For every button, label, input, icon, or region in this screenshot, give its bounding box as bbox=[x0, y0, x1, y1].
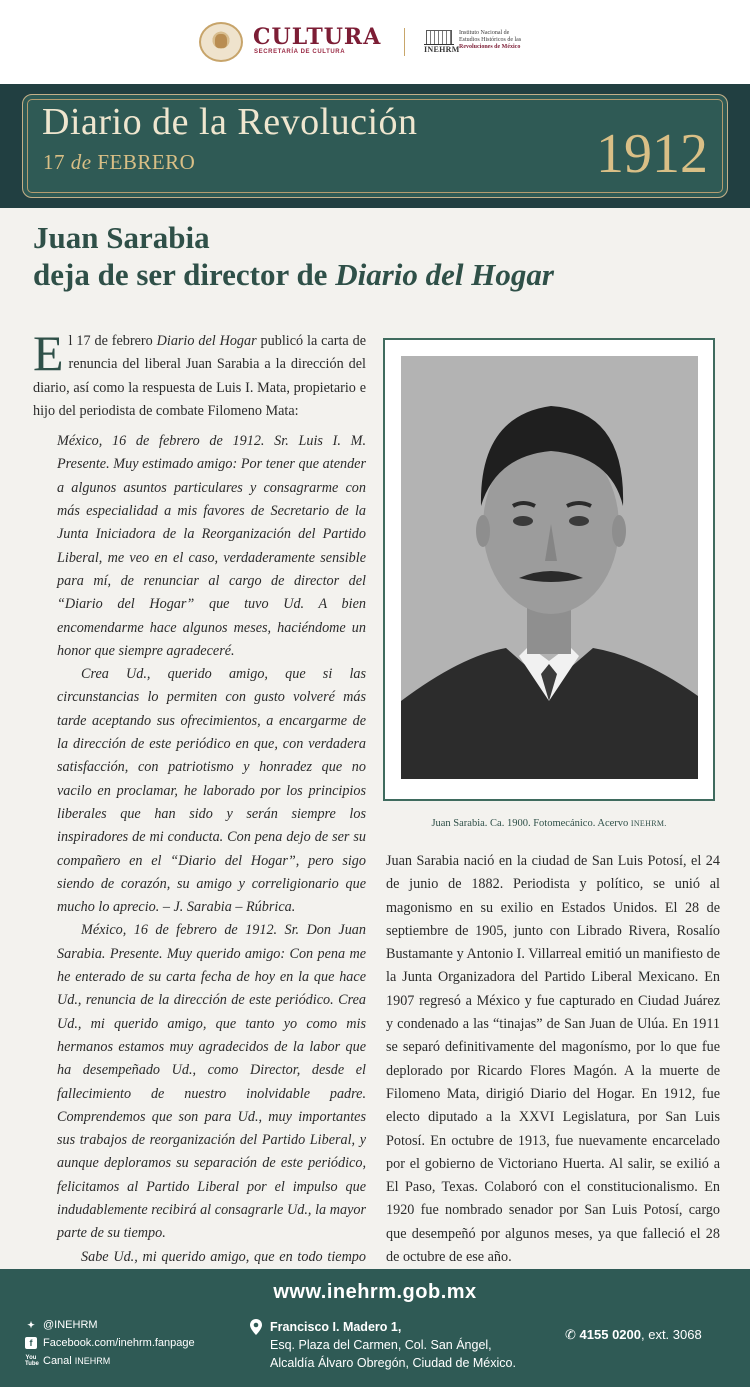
inehrm-line-2: Estudios Históricos de las bbox=[459, 37, 522, 43]
phone-main: 4155 0200 bbox=[579, 1327, 641, 1342]
inehrm-full-name bbox=[459, 30, 521, 51]
social-links bbox=[25, 1316, 195, 1370]
youtube-channel bbox=[43, 1352, 110, 1370]
facebook-url: Facebook.com/inehrm.fanpage bbox=[43, 1337, 195, 1349]
header-logos bbox=[0, 0, 750, 84]
twitter-link[interactable] bbox=[25, 1316, 195, 1334]
inehrm-logo bbox=[424, 28, 460, 54]
twitter-handle: @INEHRM bbox=[43, 1319, 98, 1331]
phone-extension: , ext. 3068 bbox=[640, 1327, 702, 1342]
date-de: de bbox=[70, 150, 92, 174]
logo-divider bbox=[404, 28, 405, 56]
letter-paragraph-4: Sabe Ud., mi querido amigo, que en todo tiempo bbox=[81, 1248, 366, 1265]
headline-line-2 bbox=[33, 256, 723, 293]
biography-text: Juan Sarabia nació en la ciudad de San Luis Potosí, el 24 de junio de 1882. Periodista y político, se unió al magonismo en su exilio en Estados Unidos. El 28 de septiembre de 1905, junto con Librado Rivera, Rosalío Bustamante y Antonio I. Villarreal emitió un manifiesto de la Junta Organizadora del Partido Liberal Mexicano. En 1907 regresó a México y fue capturado en Ciudad Juárez y condenado a las “tinajas” de San Juan de Ulúa. En 1911 se separó definitivamente del magonísmo, por lo que fue deplorado por Ricardo Flores Magón. A la muerte de Filomeno Mata, dirigió Diario del Hogar. En 1912, fue electo diputado a la XXVI Legislatura, por San Luis Potosí. En octubre de 1913, fue nuevamente encarcelado por el gobierno de Victoriano Huerta. Al salir, se exilió a El Paso, Texas. Colaboró con el constitucionalismo. En 1920 fue nombrado senador por San Luis Potosí, cargo que desempeñó por algunos meses, ya que falleció el 28 de octubre de ese año. bbox=[386, 853, 720, 1266]
intro-newspaper-name: Diario del Hogar bbox=[156, 333, 257, 349]
letter-paragraph-2: Crea Ud., querido amigo, que si las circunstancias lo permiten con gusto volveré más tarde aceptando sus ofrecimientos, a encargarme de la dirección de este periódico en que, con verdadera satisfacción, con patriotismo y honradez que no vacilo en proclamar, he laborado por los principios liberales que han sido y serán siempre los inspiradores de mi conducta. Con pena dejo de ser su compañero en el “Diario del Hogar”, pero sigo siendo de corazón, su amigo y correligionario que mucho lo aprecio. – J. Sarabia – Rúbrica. bbox=[57, 666, 366, 916]
portrait-illustration bbox=[401, 356, 698, 779]
youtube-icon: You Tube bbox=[25, 1355, 39, 1367]
letter-paragraph-1: México, 16 de febrero de 1912. Sr. Luis I. M. Presente. Muy estimado amigo: Por tener que atender a algunos asuntos particulares y consagrarme con más especialidad a mis favores de Secretario de la Junta Iniciadora de la Reorganización del Partido Liberal, me veo en el caso, verdaderamente sensible para mí, de renunciar al cargo de director del “Diario del Hogar” que tuvo Ud. A bien encomendarme hace algunos meses, haciéndome un honor que siempre agradeceré. bbox=[57, 433, 366, 659]
date-day: 17 bbox=[43, 150, 65, 174]
website-link[interactable]: www.inehrm.gob.mx bbox=[273, 1281, 477, 1303]
drop-cap: E bbox=[33, 325, 64, 381]
youtube-prefix: Canal bbox=[43, 1355, 75, 1367]
photo-frame bbox=[383, 338, 715, 801]
youtube-link[interactable] bbox=[25, 1352, 195, 1370]
article-intro bbox=[33, 325, 366, 423]
portrait-photo bbox=[401, 356, 698, 779]
letter-paragraph-3: México, 16 de febrero de 1912. Sr. Don Juan Sarabia. Presente. Muy querido amigo: Con pena me he enterado de su carta fecha de hoy en la que hace Ud., renuncia de la dirección de este periódico. Crea Ud., mi querido amigo, que tanto yo como mis hermanos estamos muy agradecidos de la labor que ha desempeñado Ud., como Director, desde el fallecimiento de nuestro inolvidable padre. Comprendemos que son para Ud., muy importantes sus trabajos de reorganización del Partido Liberal, y aunque deploramos su separación de este periódico, felicitamos al Partido Liberal por el impulso que indudablemente recibirá al consagrarle Ud., la mayor parte de su tiempo. bbox=[57, 922, 366, 1242]
intro-part-2: publicó la carta de renuncia del liberal Juan Sarabia a la dirección del diario, así como la respuesta de Luis I. Mata, propietario e hijo del periodista de combate Filomeno Mata: bbox=[33, 333, 366, 419]
inehrm-line-3: Revoluciones de México bbox=[459, 44, 521, 50]
address-line-1: Francisco I. Madero 1, bbox=[270, 1320, 402, 1334]
address-line-3: Alcaldía Álvaro Obregón, Ciudad de México. bbox=[270, 1356, 516, 1370]
letter-quote bbox=[33, 430, 366, 1315]
cultura-subtitle: SECRETARÍA DE CULTURA bbox=[254, 49, 346, 55]
article-column bbox=[33, 325, 366, 1315]
caption-text: Juan Sarabia. Ca. 1900. Fotomecánico. Acervo bbox=[431, 818, 631, 829]
address bbox=[270, 1318, 516, 1372]
intro-part-1: l 17 de febrero bbox=[68, 333, 157, 349]
cultura-logo: CULTURA bbox=[253, 24, 382, 50]
twitter-icon: ✦ bbox=[27, 1320, 35, 1330]
phone-icon: ✆ bbox=[565, 1327, 576, 1342]
inehrm-line-1: Instituto Nacional de bbox=[459, 30, 510, 36]
facebook-icon: f bbox=[25, 1337, 37, 1349]
youtube-channel-name: INEHRM bbox=[74, 1356, 111, 1366]
inehrm-abbr: INEHRM bbox=[424, 45, 460, 54]
footer bbox=[0, 1269, 750, 1387]
location-pin-icon bbox=[250, 1319, 262, 1335]
mexico-seal-icon bbox=[199, 22, 243, 62]
headline-line-1: Juan Sarabia bbox=[33, 220, 210, 255]
headline-newspaper-name: Diario del Hogar bbox=[335, 257, 554, 292]
headline-line-2-prefix: deja de ser director de bbox=[33, 257, 336, 292]
date-month: FEBRERO bbox=[97, 150, 196, 174]
page-title: Diario de la Revolución bbox=[42, 101, 418, 143]
building-icon bbox=[426, 30, 452, 44]
banner-year: 1912 bbox=[596, 123, 708, 185]
banner-date bbox=[43, 150, 195, 175]
facebook-link[interactable] bbox=[25, 1334, 195, 1352]
headline bbox=[33, 219, 723, 293]
address-line-2: Esq. Plaza del Carmen, Col. San Ángel, bbox=[270, 1338, 492, 1352]
caption-archive: INEHRM. bbox=[630, 819, 667, 828]
photo-caption bbox=[383, 818, 715, 829]
phone-number[interactable] bbox=[565, 1327, 702, 1343]
